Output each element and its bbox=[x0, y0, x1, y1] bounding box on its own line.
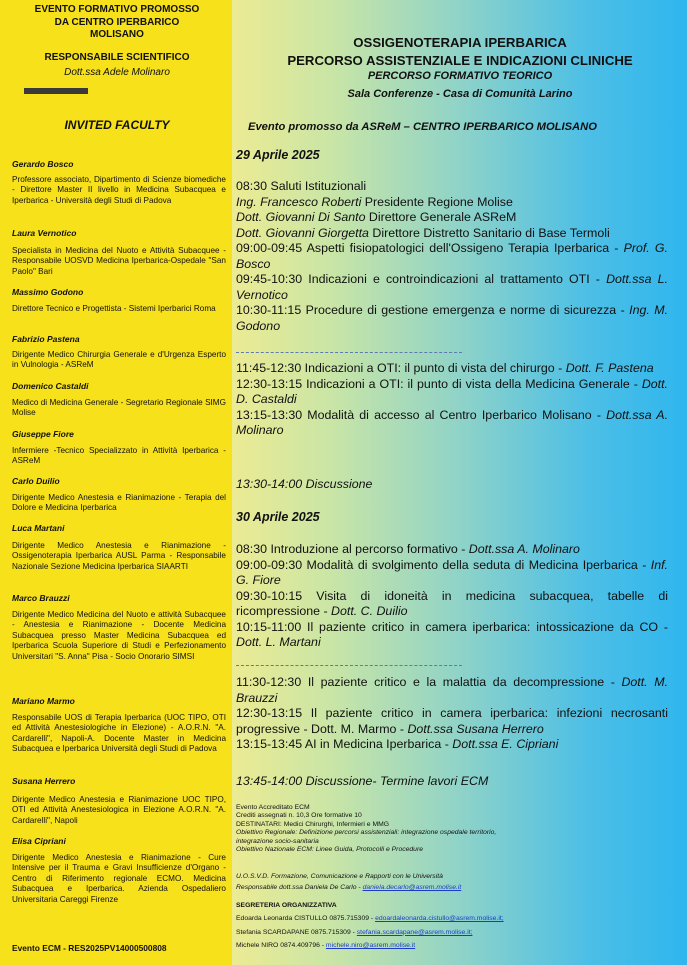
email-link[interactable]: edoardaleonarda.cistullo@asrem.molise.it; bbox=[375, 915, 504, 923]
faculty-desc: Dirigente Medico Anestesia e Rianimazione - Ossigenoterapia Iperbarica AUSL Parma - Responsabile Nazionale Sezione Medicina Iperbarica SIAARTI bbox=[12, 541, 226, 571]
contact-line: Michele NIRO 0874.409796 - michele.niro@asrem.molise.it bbox=[236, 942, 416, 950]
agenda-item: Dott. Giovanni Di Santo Direttore Generale ASReM bbox=[236, 210, 517, 224]
agenda-item: 10:30-11:15 Procedure di gestione emergenza e norme di sicurezza - Ing. M. Godono bbox=[236, 303, 668, 333]
day-1-session-1 bbox=[236, 179, 668, 334]
course-type: PERCORSO FORMATIVO TEORICO bbox=[367, 70, 553, 82]
footer-line: Crediti assegnati n. 10,3 Ore formative 10 bbox=[236, 812, 362, 820]
agenda-item: 11:30-12:30 Il paziente critico e la malattia da decompressione - Dott. M. Brauzzi bbox=[236, 675, 668, 705]
faculty-name: Marco Brauzzi bbox=[12, 593, 70, 603]
agenda-item: 08:30 Saluti Istituzionali bbox=[236, 179, 367, 193]
faculty-name: Elisa Cipriani bbox=[12, 836, 66, 846]
faculty-desc: Professore associato, Dipartimento di Scienze biomediche - Direttore Master II livello in Medicina Subacquea e Iperbarica - Università degli Studi di Padova bbox=[12, 175, 226, 205]
faculty-desc: Dirigente Medico Anestesia e Rianimazione - Cure Intensive per il Trauma e Gravi Insufficienze d'Organo - Centro di Riferimento regionale ECMO. Medicina Subacquea e Iperbarica. Azienda Ospedaliero Universitaria Careggi Firenze bbox=[12, 853, 226, 904]
agenda-item: 09:00-09:30 Modalità di svolgimento della seduta di Medicina Iperbarica - Inf. G. Fiore bbox=[236, 557, 668, 587]
agenda-item: 09:30-10:15 Visita di idoneità in medicina subacquea, tabelle di ricompressione - Dott. C. Duilio bbox=[236, 588, 668, 618]
responsabile-name: Dott.ssa Adele Molinaro bbox=[64, 67, 170, 78]
email-link[interactable]: stefania.scardapane@asrem.molise.it; bbox=[356, 928, 473, 936]
agenda-item: 12:30-13:15 Il paziente critico in camera iperbarica: infezioni necrosanti progressive - Dott. M. Marmo - Dott.ssa Susana Herrero bbox=[236, 706, 668, 736]
faculty-name: Susana Herrero bbox=[12, 776, 76, 786]
faculty-name: Laura Vernotico bbox=[12, 228, 77, 238]
secretariat bbox=[236, 902, 676, 951]
day-2-session-1 bbox=[236, 542, 668, 651]
agenda-item: 12:30-13:15 Indicazioni a OTI: il punto di vista della Medicina Generale - Dott. D. Castaldi bbox=[236, 376, 668, 406]
invited-faculty-title: INVITED FACULTY bbox=[64, 118, 170, 132]
email-link[interactable]: daniela.decarlo@asrem.molise.it bbox=[362, 884, 462, 892]
email-link[interactable]: michele.niro@asrem.molise.it bbox=[325, 942, 416, 950]
divider-bar bbox=[24, 88, 88, 94]
faculty-name: Mariano Marmo bbox=[12, 696, 75, 706]
faculty-name: Massimo Godono bbox=[12, 287, 84, 297]
footer-line: integrazione socio-sanitaria bbox=[236, 837, 319, 845]
footer-line: Responsabile dott.ssa Daniela De Carlo - daniela.decarlo@asrem.molise.it bbox=[236, 884, 462, 892]
promoted-by: Evento promosso da ASReM – CENTRO IPERBARICO MOLISANO bbox=[248, 121, 597, 133]
agenda-item: 09:00-09:45 Aspetti fisiopatologici dell'Ossigeno Terapia Iperbarica - Prof. G. Bosco bbox=[236, 241, 668, 271]
footer-line: DESTINATARI: Medici Chirurghi, Infermieri e MMG bbox=[236, 820, 390, 828]
day-2-discussion: 13:45-14:00 Discussione- Termine lavori ECM bbox=[236, 774, 489, 788]
session-divider bbox=[236, 665, 462, 666]
faculty-name: Gerardo Bosco bbox=[12, 159, 74, 169]
faculty-name: Fabrizio Pastena bbox=[12, 334, 80, 344]
header-line-1: EVENTO FORMATIVO PROMOSSO bbox=[34, 4, 200, 15]
accreditation-info bbox=[236, 804, 676, 854]
contact-line: Stefania SCARDAPANE 0875.715309 - stefania.scardapane@asrem.molise.it; bbox=[236, 928, 473, 936]
agenda-item: 13:15-13:45 AI in Medicina Iperbarica - Dott.ssa E. Cipriani bbox=[236, 737, 559, 751]
faculty-desc: Dirigente Medico Anestesia e Rianimazione UOC TIPO, OTI ed Attività Anestesiologica in Elezione A.O.R.N. "A. Cardarelli", Napoli bbox=[12, 795, 226, 825]
agenda-item: 10:15-11:00 Il paziente critico in camera iperbarica: intossicazione da CO - Dott. L. Martani bbox=[236, 619, 668, 649]
session-divider bbox=[236, 352, 462, 353]
faculty-name: Carlo Duilio bbox=[12, 476, 60, 486]
header-line-2: DA CENTRO IPERBARICO bbox=[54, 16, 180, 28]
header-line-3: MOLISANO bbox=[90, 29, 144, 40]
footer-line: Obiettivo Regionale: Definizione percorsi assistenziali: integrazione ospedale territorio, bbox=[236, 829, 497, 837]
event-header bbox=[8, 4, 226, 42]
agenda-item: Ing. Francesco Roberti Presidente Regione Molise bbox=[236, 194, 513, 209]
organizer-info bbox=[236, 873, 676, 893]
agenda-item: Dott. Giovanni Giorgetta Direttore Distretto Sanitario di Base Termoli bbox=[236, 225, 610, 240]
faculty-desc: Direttore Tecnico e Progettista - Sistemi Iperbarici Roma bbox=[12, 304, 216, 313]
secretariat-title: SEGRETERIA ORGANIZZATIVA bbox=[236, 902, 337, 909]
faculty-desc: Infermiere -Tecnico Specializzato in Attività Iperbarica - ASReM bbox=[12, 446, 226, 466]
faculty-name: Domenico Castaldi bbox=[12, 381, 89, 391]
day-2-date: 30 Aprile 2025 bbox=[236, 510, 320, 524]
faculty-desc: Responsabile UOS di Terapia Iperbarica (UOC TIPO, OTI ed Attività Anestesiologiche in Elezione) - A.O.R.N. "A. Cardarelli", Napoli-A. Docente Master in Medicina Subacquea e Iperbarica Università degli Studi di Padova bbox=[12, 713, 226, 754]
faculty-name: Luca Martani bbox=[12, 523, 65, 533]
agenda-item: 09:45-10:30 Indicazioni e controindicazioni al trattamento OTI - Dott.ssa L. Vernotico bbox=[236, 272, 668, 302]
event-title: OSSIGENOTERAPIA IPERBARICA bbox=[353, 35, 567, 50]
event-subtitle: PERCORSO ASSISTENZIALE E INDICAZIONI CLINICHE bbox=[287, 53, 633, 68]
responsabile-label: RESPONSABILE SCIENTIFICO bbox=[44, 52, 190, 63]
agenda-item: 08:30 Introduzione al percorso formativo - Dott.ssa A. Molinaro bbox=[236, 542, 580, 556]
faculty-desc: Dirigente Medico Chirurgia Generale e d'Urgenza Esperto in Vulnologia - ASReM bbox=[12, 350, 226, 370]
day-2-session-2 bbox=[236, 675, 668, 753]
agenda-item: 11:45-12:30 Indicazioni a OTI: il punto di vista del chirurgo - Dott. F. Pastena bbox=[236, 361, 654, 375]
venue: Sala Conferenze - Casa di Comunità Larino bbox=[347, 88, 573, 100]
ecm-code: Evento ECM - RES2025PV14000500808 bbox=[12, 943, 167, 953]
left-panel bbox=[0, 0, 232, 965]
agenda-item: 13:15-13:30 Modalità di accesso al Centro Iperbarico Molisano - Dott.ssa A. Molinaro bbox=[236, 407, 669, 437]
faculty-name: Giuseppe Fiore bbox=[12, 429, 74, 439]
day-1-session-2 bbox=[236, 361, 668, 439]
contact-line: Edoarda Leonarda CISTULLO 0875.715309 - edoardaleonarda.cistullo@asrem.molise.it; bbox=[236, 915, 504, 923]
faculty-desc: Dirigente Medico Medicina del Nuoto e attività Subacquee - Anestesia e Rianimazione - Docente Medicina Subacquea presso Master Medicina Subacquea ed Iperbarica Scuola Superiore di Studi e Perfezionamento Universitari "S. Anna" Pisa - Socio Onorario SIMSI bbox=[12, 610, 226, 661]
faculty-desc: Medico di Medicina Generale - Segretario Regionale SIMG Molise bbox=[12, 398, 226, 418]
day-1-discussion: 13:30-14:00 Discussione bbox=[236, 477, 373, 491]
footer-line: Evento Accreditato ECM bbox=[236, 804, 310, 811]
day-1-date: 29 Aprile 2025 bbox=[236, 148, 320, 162]
faculty-desc: Dirigente Medico Anestesia e Rianimazione - Terapia del Dolore e Medicina Iperbarica bbox=[12, 493, 226, 513]
footer-line: Obiettivo Nazionale ECM: Linee Guida, Protocolli e Procedure bbox=[236, 846, 424, 854]
footer-line: U.O.S.V.D. Formazione, Comunicazione e Rapporti con le Università bbox=[236, 873, 443, 880]
faculty-desc: Specialista in Medicina del Nuoto e Attività Subacquee - Responsabile UOSVD Medicina Iperbarica-Ospedale "San Paolo" Bari bbox=[12, 246, 226, 276]
